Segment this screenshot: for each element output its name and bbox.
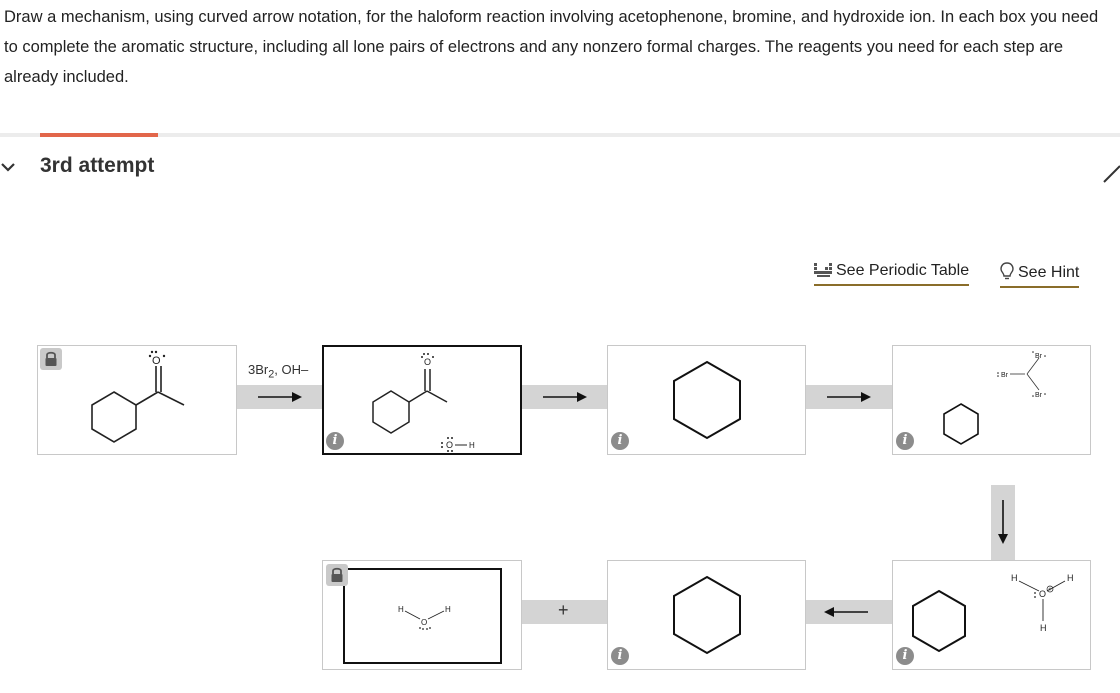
enolate-structure[interactable] — [324, 347, 520, 453]
attempt-tab-indicator — [40, 133, 158, 137]
info-icon[interactable]: i — [611, 432, 629, 450]
plus-sign: + — [558, 600, 569, 620]
hydronium-oxygen: O — [1039, 589, 1047, 599]
atom-label: O — [152, 355, 161, 367]
bromine-label: Br — [1001, 372, 1008, 379]
hydroxide-oxygen: O — [446, 440, 454, 450]
info-icon[interactable]: i — [326, 432, 344, 450]
acetophenone-structure — [38, 346, 238, 456]
lightbulb-icon — [1000, 262, 1014, 280]
intermediate-box-2[interactable] — [607, 345, 806, 455]
atom-label: O — [424, 357, 432, 367]
product-box[interactable] — [322, 560, 522, 670]
info-icon[interactable]: i — [896, 432, 914, 450]
arrow-right-icon — [258, 389, 304, 405]
periodic-table-icon — [814, 262, 832, 278]
hydronium-hydrogen: H — [1040, 623, 1047, 633]
chevron-down-icon[interactable] — [0, 160, 16, 174]
pencil-icon[interactable] — [1100, 160, 1120, 184]
water-oxygen: O — [421, 618, 428, 627]
info-icon[interactable]: i — [611, 647, 629, 665]
see-hint-link[interactable] — [1000, 262, 1079, 288]
bromine-label: Br — [1035, 353, 1042, 360]
arrow-left-icon — [822, 604, 868, 620]
see-periodic-table-label: See Periodic Table — [836, 262, 970, 279]
reactant-box — [37, 345, 237, 455]
product-box-2[interactable] — [607, 560, 806, 670]
info-icon[interactable]: i — [896, 647, 914, 665]
lock-icon — [40, 348, 62, 370]
intermediate-box-1[interactable] — [322, 345, 522, 455]
reagent-label: $3Br_2$, OH– — [248, 362, 309, 381]
hydronium-structure[interactable] — [893, 561, 1092, 671]
ring-structure[interactable] — [608, 346, 807, 456]
intermediate-box-4[interactable] — [892, 560, 1091, 670]
hydroxide-hydrogen: H — [469, 441, 475, 450]
hydronium-hydrogen: H — [1011, 573, 1018, 583]
arrow-down-icon — [995, 500, 1011, 546]
intermediate-box-3[interactable] — [892, 345, 1091, 455]
tribromo-structure[interactable] — [893, 346, 1092, 456]
see-periodic-table-link[interactable] — [814, 262, 969, 286]
attempt-title: 3rd attempt — [40, 154, 155, 177]
water-hydrogen: H — [445, 605, 451, 614]
question-text: Draw a mechanism, using curved arrow notation, for the haloform reaction involving acetophenone, bromine, and hydroxide ion. In each box you need to complete the aromatic structure, including all lone pairs of electrons and any nonzero formal charges. The reagents you need for each step are already included. — [4, 8, 1099, 86]
lock-icon — [326, 564, 348, 586]
arrow-right-icon — [543, 389, 589, 405]
water-hydrogen: H — [398, 605, 404, 614]
hydronium-hydrogen: H — [1067, 573, 1074, 583]
water-structure — [323, 561, 523, 671]
ring-structure[interactable] — [608, 561, 807, 671]
divider — [0, 133, 1120, 137]
see-hint-label: See Hint — [1018, 264, 1080, 281]
arrow-right-icon — [827, 389, 873, 405]
bromine-label: Br — [1035, 392, 1042, 399]
